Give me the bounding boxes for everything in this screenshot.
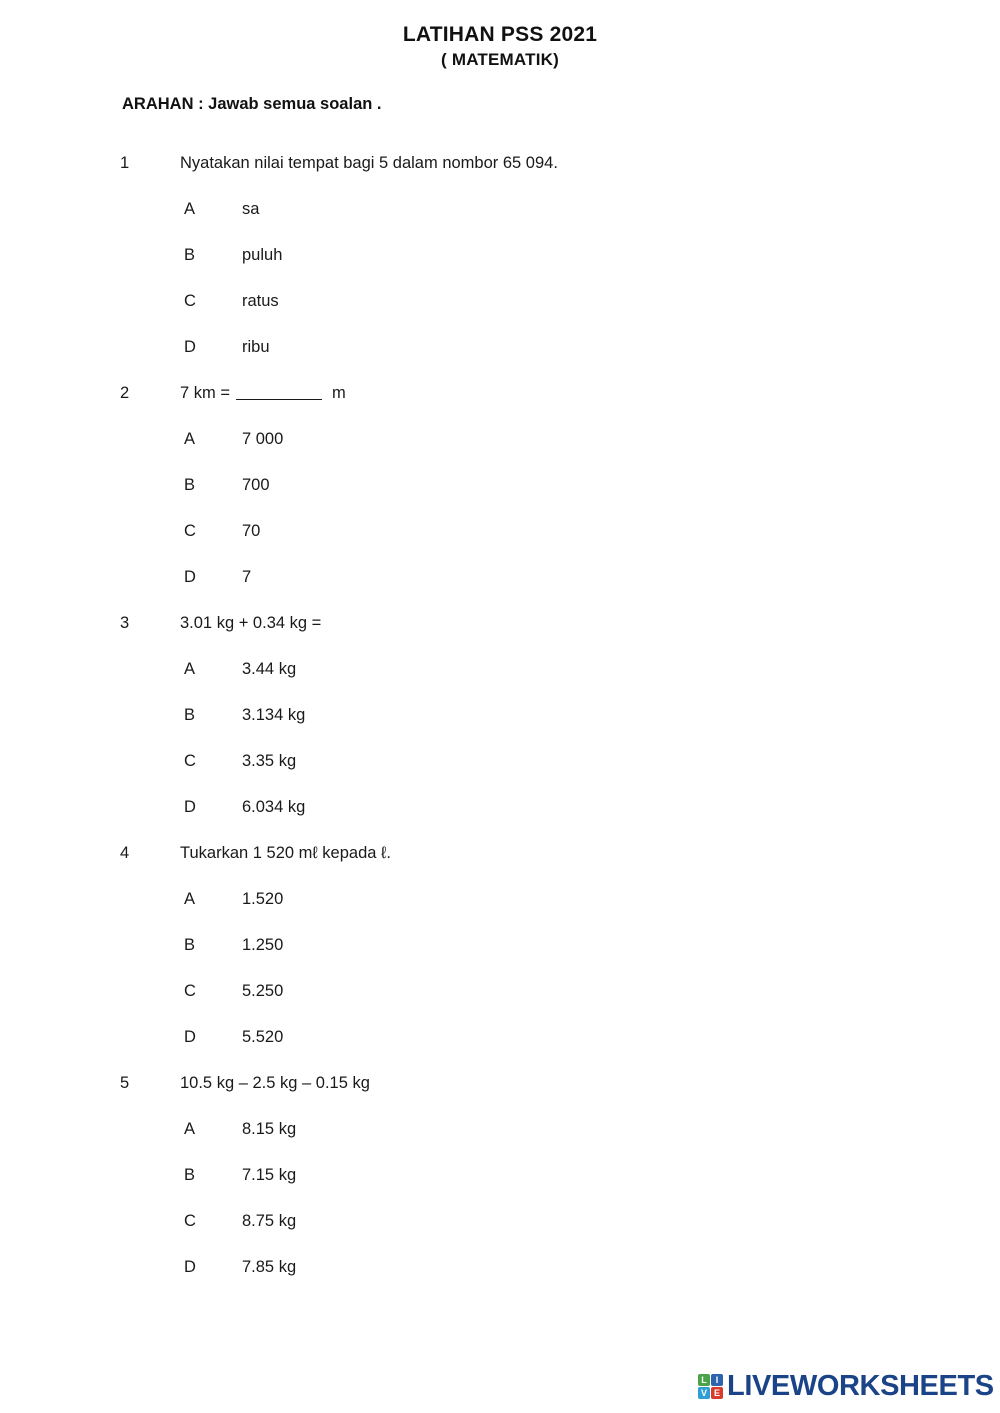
option-row[interactable] [0,1106,1000,1152]
question-number: 3 [120,614,130,632]
option-row[interactable] [0,278,1000,324]
question-line [0,140,1000,186]
option-row[interactable] [0,784,1000,830]
document-header [0,22,1000,72]
option-row[interactable] [0,324,1000,370]
page-title: LATIHAN PSS 2021 [402,23,598,46]
question-text: 10.5 kg – 2.5 kg – 0.15 kg [180,1074,370,1092]
option-row[interactable] [0,922,1000,968]
option-letter: A [184,660,196,678]
option-row[interactable] [0,738,1000,784]
question-list [0,140,1000,1290]
option-text: sa [242,200,260,218]
option-text: 7 [242,568,252,586]
option-text: 6.034 kg [242,798,306,816]
option-letter: B [184,706,196,724]
option-letter: A [184,1120,196,1138]
option-letter: A [184,430,196,448]
option-text: 5.520 [242,1028,284,1046]
option-row[interactable] [0,646,1000,692]
option-letter: D [184,338,196,356]
option-row[interactable] [0,416,1000,462]
question-line [0,1060,1000,1106]
question-text-after-blank: m [331,384,346,402]
option-letter: B [184,246,196,264]
question-line [0,830,1000,876]
question-number: 2 [120,384,130,402]
question-number: 4 [120,844,130,862]
option-letter: B [184,936,196,954]
question-number: 1 [120,154,130,172]
instruction-text: ARAHAN : Jawab semua soalan . [122,95,382,113]
option-text: 8.75 kg [242,1212,297,1230]
option-letter: D [184,568,196,586]
question-text [180,370,346,416]
option-text: 5.250 [242,982,284,1000]
option-row[interactable] [0,1198,1000,1244]
logo-tile-l: L [698,1374,710,1386]
question-block [0,830,1000,1060]
option-row[interactable] [0,462,1000,508]
option-letter: D [184,1258,196,1276]
option-text: 1.250 [242,936,284,954]
option-row[interactable] [0,186,1000,232]
question-block [0,140,1000,370]
option-text: 70 [242,522,261,540]
option-text: 8.15 kg [242,1120,297,1138]
logo-tile-v: V [698,1387,710,1399]
logo-tile-i: I [711,1374,723,1386]
option-letter: B [184,1166,196,1184]
option-letter: C [184,522,196,540]
option-letter: A [184,890,196,908]
option-row[interactable] [0,508,1000,554]
option-row[interactable] [0,232,1000,278]
option-row[interactable] [0,876,1000,922]
option-text: puluh [242,246,283,264]
option-text: ratus [242,292,279,310]
option-text: ribu [242,338,270,356]
option-text: 700 [242,476,270,494]
option-text: 7 000 [242,430,284,448]
liveworksheets-logo [698,1368,994,1404]
option-text: 7.15 kg [242,1166,297,1184]
question-text: 3.01 kg + 0.34 kg = [180,614,322,632]
logo-wordmark: LIVEWORKSHEETS [727,1370,994,1402]
page-subtitle: ( MATEMATIK) [441,50,559,69]
question-line [0,600,1000,646]
option-row[interactable] [0,1014,1000,1060]
option-text: 3.134 kg [242,706,306,724]
question-block [0,600,1000,830]
question-line [0,370,1000,416]
option-row[interactable] [0,1244,1000,1290]
option-row[interactable] [0,554,1000,600]
option-letter: C [184,982,196,1000]
question-text-before-blank: 7 km = [180,384,230,402]
question-text: Nyatakan nilai tempat bagi 5 dalam nombor 65 094. [180,154,558,172]
option-row[interactable] [0,1152,1000,1198]
option-letter: A [184,200,196,218]
option-text: 3.35 kg [242,752,297,770]
logo-tile-e: E [711,1387,723,1399]
option-letter: C [184,1212,196,1230]
answer-blank[interactable] [236,399,322,400]
option-letter: C [184,752,196,770]
logo-tile-grid [698,1374,723,1399]
option-row[interactable] [0,968,1000,1014]
option-letter: B [184,476,196,494]
question-block [0,370,1000,600]
question-number: 5 [120,1074,130,1092]
option-text: 1.520 [242,890,284,908]
question-block [0,1060,1000,1290]
option-letter: D [184,798,196,816]
option-text: 7.85 kg [242,1258,297,1276]
option-letter: C [184,292,196,310]
option-row[interactable] [0,692,1000,738]
question-text: Tukarkan 1 520 mℓ kepada ℓ. [180,844,391,862]
option-text: 3.44 kg [242,660,297,678]
option-letter: D [184,1028,196,1046]
